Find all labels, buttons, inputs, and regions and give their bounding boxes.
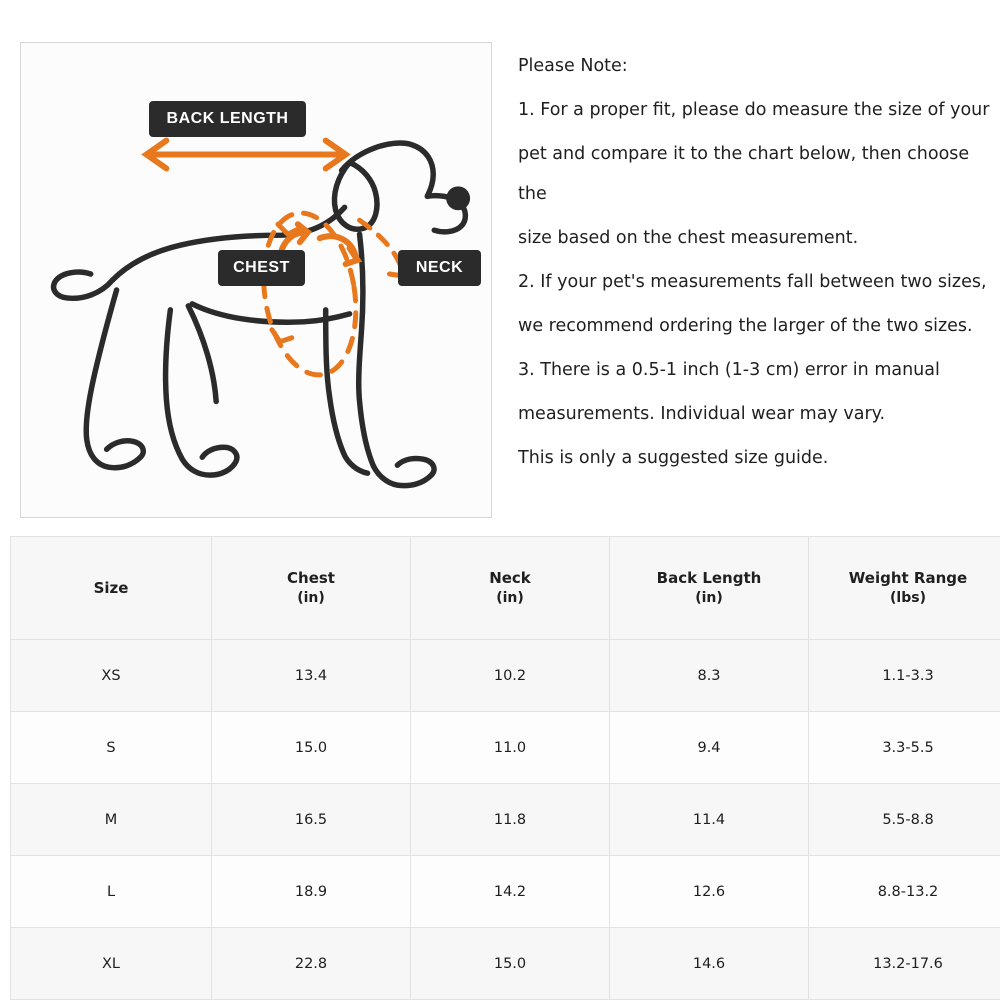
cell-weight: 13.2-17.6 [809, 928, 1000, 1000]
cell-weight: 5.5-8.8 [809, 784, 1000, 856]
header-unit: (in) [496, 590, 524, 606]
cell-size: M [11, 784, 212, 856]
cell-chest: 22.8 [212, 928, 411, 1000]
table-header-row [11, 537, 1000, 640]
cell-neck: 14.2 [411, 856, 610, 928]
cell-back-length: 14.6 [610, 928, 809, 1000]
table-row [11, 712, 1000, 784]
note-line: we recommend ordering the larger of the two sizes. [518, 316, 973, 336]
table-row [11, 856, 1000, 928]
header-weight-range [809, 537, 1000, 640]
note-line: 3. There is a 0.5-1 inch (1-3 cm) error in manual [518, 360, 940, 380]
header-title: Chest [287, 569, 335, 587]
cell-chest: 13.4 [212, 640, 411, 712]
cell-back-length: 11.4 [610, 784, 809, 856]
cell-weight: 3.3-5.5 [809, 712, 1000, 784]
table-row [11, 784, 1000, 856]
back-length-label: BACK LENGTH [149, 101, 306, 137]
note-line: measurements. Individual wear may vary. [518, 404, 886, 424]
header-unit: (in) [297, 590, 325, 606]
header-back-length [610, 537, 809, 640]
note-line: This is only a suggested size guide. [518, 448, 829, 468]
cell-weight: 8.8-13.2 [809, 856, 1000, 928]
cell-size: XL [11, 928, 212, 1000]
cell-neck: 11.0 [411, 712, 610, 784]
cell-size: S [11, 712, 212, 784]
neck-label: NECK [398, 250, 481, 286]
cell-neck: 15.0 [411, 928, 610, 1000]
header-title: Weight Range [848, 569, 968, 587]
header-size [11, 537, 212, 640]
cell-back-length: 12.6 [610, 856, 809, 928]
notes-heading: Please Note: [518, 56, 628, 76]
table-row [11, 640, 1000, 712]
cell-back-length: 8.3 [610, 640, 809, 712]
cell-chest: 18.9 [212, 856, 411, 928]
cell-neck: 11.8 [411, 784, 610, 856]
header-title: Neck [489, 569, 531, 587]
header-neck [411, 537, 610, 640]
header-chest [212, 537, 411, 640]
note-line: 1. For a proper fit, please do measure the size of your [518, 100, 990, 120]
chest-label: CHEST [218, 250, 305, 286]
note-line: pet and compare it to the chart below, then choose the [518, 144, 970, 204]
header-title: Back Length [656, 569, 762, 587]
cell-size: XS [11, 640, 212, 712]
table-row [11, 928, 1000, 1000]
cell-size: L [11, 856, 212, 928]
cell-weight: 1.1-3.3 [809, 640, 1000, 712]
cell-chest: 16.5 [212, 784, 411, 856]
note-line: size based on the chest measurement. [518, 228, 859, 248]
header-unit: (in) [695, 590, 723, 606]
measurement-diagram [20, 42, 492, 518]
size-chart-table [10, 536, 1000, 1000]
header-title: Size [93, 579, 129, 597]
cell-chest: 15.0 [212, 712, 411, 784]
note-line: 2. If your pet's measurements fall between two sizes, [518, 272, 987, 292]
notes-panel [518, 42, 1000, 482]
cell-back-length: 9.4 [610, 712, 809, 784]
header-unit: (lbs) [890, 590, 926, 606]
back-length-arrow [146, 141, 345, 169]
cell-neck: 10.2 [411, 640, 610, 712]
